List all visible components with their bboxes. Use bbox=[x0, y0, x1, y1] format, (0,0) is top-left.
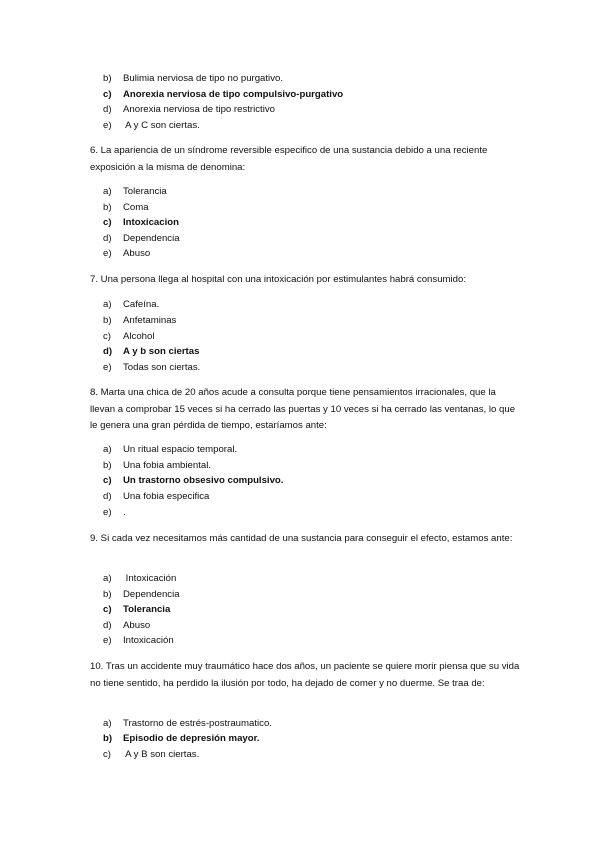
answer-option: d) Abuso bbox=[103, 620, 151, 631]
answer-option: e) Intoxicación bbox=[103, 635, 174, 646]
answer-option: e) Abuso bbox=[103, 248, 151, 259]
question-10-text: 10. Tras un accidente muy traumático hace dos años, un paciente se quiere morir piensa que su vida no tiene sentido, ha perdido la ilusión por todo, ha dejado de comer y no duerme. Se traa de: bbox=[90, 661, 520, 689]
question-8-text: 8. Marta una chica de 20 años acude a consulta porque tiene pensamientos irracionales, que la llevan a comprobar 15 veces si ha cerrado las puertas y 10 veces si ha cerrado las ventanas, lo que le genera una gran pérdida de tiempo, estaríamos ante: bbox=[90, 387, 516, 431]
answer-option: a) Un ritual espacio temporal. bbox=[103, 444, 238, 455]
answer-option: e) A y C son ciertas. bbox=[103, 120, 200, 131]
question-9-text: 9. Si cada vez necesitamos más cantidad de una sustancia para conseguir el efecto, estamos ante: bbox=[90, 533, 513, 544]
answer-option-correct: c) Anorexia nerviosa de tipo compulsivo-purgativo bbox=[103, 89, 344, 100]
answer-option: e) . bbox=[103, 507, 126, 518]
answer-option: b) Dependencia bbox=[103, 589, 180, 600]
answer-option: b) Bulimia nerviosa de tipo no purgativo. bbox=[103, 73, 283, 84]
answer-option-correct: c) Un trastorno obsesivo compulsivo. bbox=[103, 475, 284, 486]
answer-option: a) Cafeína. bbox=[103, 299, 160, 310]
answer-option: b) Coma bbox=[103, 202, 149, 213]
answer-option: c) Alcohol bbox=[103, 331, 155, 342]
answer-option: a) Tolerancia bbox=[103, 186, 167, 197]
answer-option-correct: d) A y b son ciertas bbox=[103, 346, 200, 357]
answer-option-correct: b) Episodio de depresión mayor. bbox=[103, 733, 260, 744]
question-7-text: 7. Una persona llega al hospital con una intoxicación por estimulantes habrá consumido: bbox=[90, 274, 466, 285]
answer-option: d) Una fobia especifica bbox=[103, 491, 210, 502]
answer-option: e) Todas son ciertas. bbox=[103, 362, 201, 373]
answer-option: d) Anorexia nerviosa de tipo restrictivo bbox=[103, 104, 275, 115]
answer-option: b) Anfetaminas bbox=[103, 315, 177, 326]
answer-option: a) Trastorno de estrés-postraumatico. bbox=[103, 718, 272, 729]
answer-option: b) Una fobia ambiental. bbox=[103, 460, 211, 471]
answer-option-correct: c) Tolerancia bbox=[103, 604, 171, 615]
answer-option-correct: c) Intoxicacion bbox=[103, 217, 179, 228]
answer-option: d) Dependencia bbox=[103, 233, 180, 244]
answer-option: c) A y B son ciertas. bbox=[103, 749, 200, 760]
question-6-text: 6. La apariencia de un síndrome reversible especifico de una sustancia debido a una reciente exposición a la misma de denomina: bbox=[90, 145, 488, 173]
answer-option: a) Intoxicación bbox=[103, 573, 177, 584]
